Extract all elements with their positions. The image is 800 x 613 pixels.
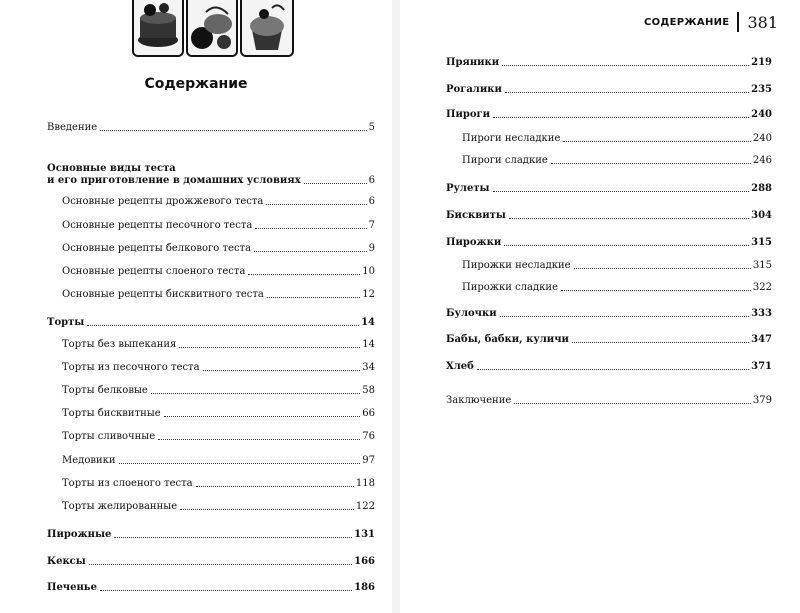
toc-entry-page: 58 (362, 385, 375, 396)
dot-leader (502, 65, 749, 66)
toc-entry (47, 582, 375, 594)
toc-entry-page: 118 (355, 478, 375, 489)
toc-entry-title: Медовики (62, 455, 116, 466)
toc-entry-page: 347 (751, 334, 772, 345)
toc-entry (62, 243, 375, 255)
dot-leader (180, 509, 354, 510)
dot-leader (179, 347, 360, 348)
right-page (400, 0, 800, 613)
toc-entry-title: Пряники (446, 57, 500, 68)
toc-entry-page: 304 (751, 210, 772, 221)
toc-entry-page: 14 (362, 339, 375, 350)
toc-entry (446, 395, 772, 407)
toc-entry (47, 163, 375, 187)
toc-entry-title: Печенье (47, 582, 97, 593)
toc-entry-title: Пироги несладкие (462, 133, 561, 144)
toc-entry-title-line1: Основные виды теста (47, 163, 176, 174)
dot-leader (203, 370, 361, 371)
dot-leader (87, 325, 359, 326)
toc-entry-title: Торты сливочные (62, 431, 156, 442)
toc-entry (446, 361, 772, 373)
running-head (644, 12, 778, 32)
toc-entry (47, 529, 375, 541)
dot-leader (574, 268, 751, 269)
toc-entry-title: Основные рецепты бисквитного теста (62, 289, 264, 300)
toc-entry-title: Основные рецепты песочного теста (62, 220, 253, 231)
dot-leader (255, 228, 366, 229)
toc-entry (446, 84, 772, 96)
toc-entry (62, 431, 375, 443)
toc-entry-title: Пироги (446, 109, 491, 120)
toc-entry-page: 34 (362, 362, 375, 373)
toc-entry-page: 219 (751, 57, 772, 68)
toc-entry-title: Рулеты (446, 183, 490, 194)
dot-leader (151, 393, 360, 394)
toc-entry-page: 7 (368, 220, 375, 231)
toc-entry-page: 315 (752, 260, 772, 271)
toc-entry-page: 12 (362, 289, 375, 300)
toc-entry (47, 317, 375, 329)
running-head-divider (737, 12, 739, 32)
toc-entry-title: и его приготовление в домашних условиях (47, 175, 301, 186)
toc-entry-page: 6 (368, 175, 375, 186)
toc-entry-title: Хлеб (446, 361, 474, 372)
toc-entry (62, 501, 375, 513)
dot-leader (509, 218, 749, 219)
toc-entry (446, 109, 772, 121)
toc-entry-page: 288 (751, 183, 772, 194)
toc-entry-page: 371 (751, 361, 772, 372)
toc-entry-page: 10 (362, 266, 375, 277)
toc-entry-page: 333 (751, 308, 772, 319)
dot-leader (505, 92, 749, 93)
dot-leader (551, 163, 751, 164)
toc-entry-title: Пирожки (446, 237, 502, 248)
toc-entry-page: 240 (752, 133, 772, 144)
dot-leader (514, 403, 751, 404)
toc-entry (62, 362, 375, 374)
toc-entry (62, 385, 375, 397)
dot-leader (119, 463, 361, 464)
dot-leader (164, 416, 361, 417)
toc-entry-page: 76 (362, 431, 375, 442)
dot-leader (254, 251, 367, 252)
dot-leader (500, 316, 750, 317)
dot-leader (304, 183, 367, 184)
toc-entry (462, 155, 772, 167)
page-title: Содержание (144, 76, 248, 92)
dot-leader (493, 191, 750, 192)
toc-entry (62, 266, 375, 278)
book-gutter (392, 0, 400, 613)
toc-entry-title: Булочки (446, 308, 497, 319)
toc-entry-title: Пирожки несладкие (462, 260, 571, 271)
toc-entry-title: Пироги сладкие (462, 155, 548, 166)
left-page (0, 0, 392, 613)
toc-entry-page: 246 (752, 155, 772, 166)
toc-entry-title: Пирожные (47, 529, 112, 540)
toc-entry-page: 235 (751, 84, 772, 95)
dot-leader (572, 342, 749, 343)
toc-entry (462, 133, 772, 145)
dot-leader (248, 274, 360, 275)
toc-entry (446, 334, 772, 346)
toc-entry (446, 308, 772, 320)
toc-entry (62, 408, 375, 420)
toc-entry-page: 9 (368, 243, 375, 254)
toc-entry-page: 166 (354, 556, 375, 567)
toc-entry (47, 556, 375, 568)
toc-entry-page: 5 (368, 122, 375, 133)
toc-entry-title: Бабы, бабки, куличи (446, 334, 569, 345)
toc-entry-page: 379 (752, 395, 772, 406)
toc-entry-page: 186 (354, 582, 375, 593)
toc-entry (47, 122, 375, 134)
toc-entry-page: 122 (355, 501, 375, 512)
toc-entry-page: 131 (354, 529, 375, 540)
dot-leader (158, 439, 360, 440)
toc-entry (446, 57, 772, 69)
dot-leader (561, 290, 751, 291)
dot-leader (493, 117, 749, 118)
toc-entry-title: Торты из песочного теста (62, 362, 200, 373)
toc-entry-title: Торты (47, 317, 85, 328)
toc-entry (462, 282, 772, 294)
toc-entry (62, 478, 375, 490)
toc-entry-page: 14 (361, 317, 375, 328)
toc-entry-page: 322 (752, 282, 772, 293)
cake-illustration (132, 0, 184, 57)
dot-leader (100, 130, 366, 131)
toc-entry (62, 196, 375, 208)
toc-entry-title: Кексы (47, 556, 86, 567)
dot-leader (267, 297, 360, 298)
toc-entry (462, 260, 772, 272)
toc-entry-title: Бисквиты (446, 210, 506, 221)
toc-entry-page: 66 (362, 408, 375, 419)
toc-entry (62, 339, 375, 351)
dot-leader (89, 564, 352, 565)
dot-leader (100, 590, 352, 591)
toc-entry-title: Пирожки сладкие (462, 282, 559, 293)
toc-entry-title: Торты желированные (62, 501, 178, 512)
toc-entry-title: Основные рецепты слоеного теста (62, 266, 246, 277)
dot-leader (114, 537, 352, 538)
toc-entry (446, 237, 772, 249)
toc-entry-title: Торты белковые (62, 385, 148, 396)
page-number: 381 (747, 12, 778, 32)
toc-entry-title: Торты без выпекания (62, 339, 177, 350)
toc-entry-title: Торты бисквитные (62, 408, 161, 419)
toc-entry-page: 240 (751, 109, 772, 120)
toc-entry-page: 315 (751, 237, 772, 248)
dot-leader (563, 141, 751, 142)
toc-entry (446, 210, 772, 222)
toc-entry-title: Заключение (446, 395, 512, 406)
toc-entry (62, 220, 375, 232)
toc-entry (62, 455, 375, 467)
toc-entry-page: 97 (362, 455, 375, 466)
toc-entry-title: Основные рецепты белкового теста (62, 243, 252, 254)
running-head-label: СОДЕРЖАНИЕ (643, 16, 730, 28)
toc-entry-title: Торты из слоеного теста (62, 478, 193, 489)
dot-leader (504, 245, 749, 246)
toc-entry (446, 183, 772, 195)
pastry-illustration (186, 0, 238, 57)
cupcake-illustration (240, 0, 294, 57)
toc-entry-title: Рогалики (446, 84, 502, 95)
dot-leader (477, 369, 749, 370)
toc-entry-page: 6 (368, 196, 375, 207)
toc-entry (62, 289, 375, 301)
dot-leader (196, 486, 354, 487)
toc-entry-title: Введение (47, 122, 98, 133)
toc-entry-title: Основные рецепты дрожжевого теста (62, 196, 264, 207)
dot-leader (266, 204, 366, 205)
